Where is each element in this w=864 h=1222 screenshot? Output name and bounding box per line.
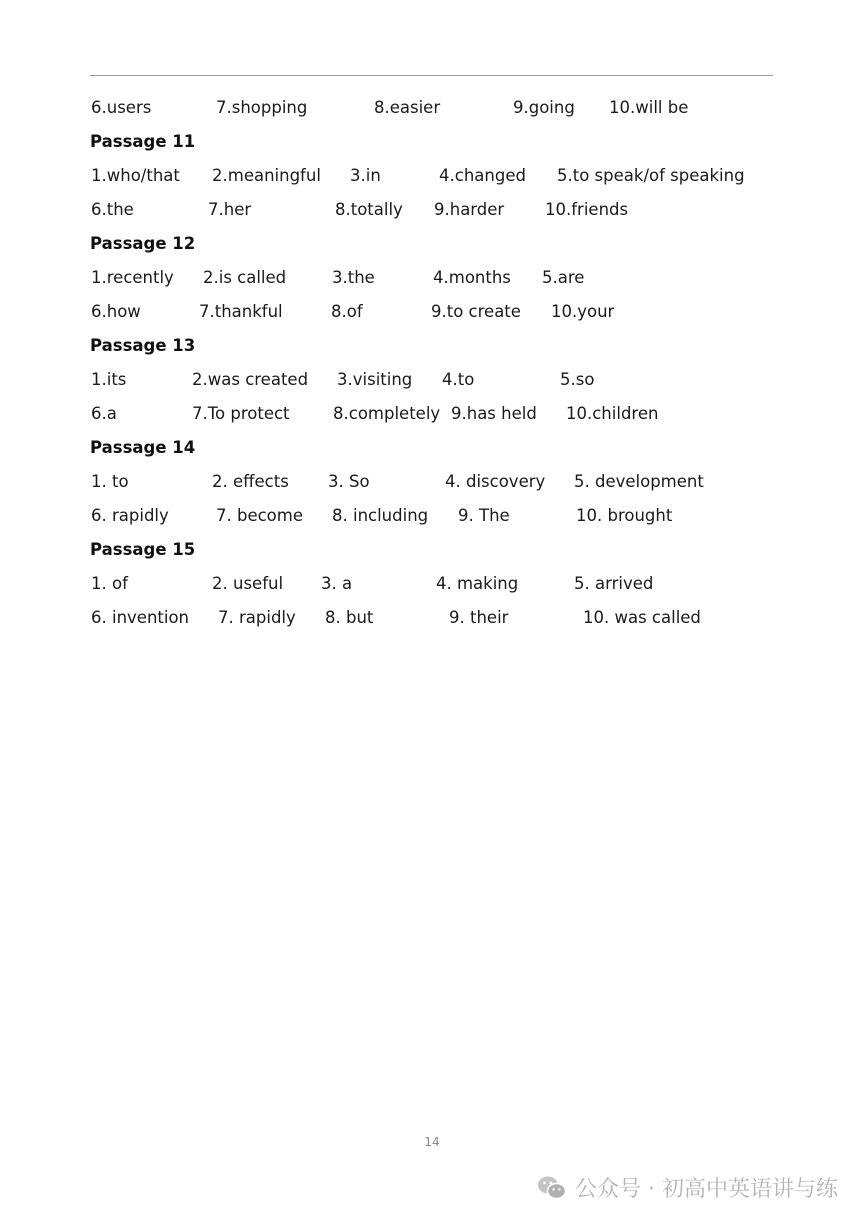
passage-heading: Passage 13 bbox=[90, 336, 196, 355]
answer-item: 1. to bbox=[91, 472, 129, 491]
answer-item: 7.shopping bbox=[216, 98, 308, 117]
answer-item: 4. discovery bbox=[445, 472, 546, 491]
answer-item: 2.meaningful bbox=[212, 166, 321, 185]
page-number: 14 bbox=[424, 1135, 440, 1149]
answer-item: 8.of bbox=[331, 302, 363, 321]
answer-item: 9.going bbox=[513, 98, 575, 117]
answer-row bbox=[0, 606, 864, 630]
answer-item: 3. So bbox=[328, 472, 370, 491]
answer-item: 10.will be bbox=[609, 98, 689, 117]
answer-item: 7.thankful bbox=[199, 302, 283, 321]
top-divider bbox=[90, 75, 773, 76]
answer-item: 1.recently bbox=[91, 268, 174, 287]
answer-item: 9. their bbox=[449, 608, 509, 627]
answer-item: 4.changed bbox=[439, 166, 526, 185]
wechat-watermark bbox=[537, 1172, 838, 1203]
answer-item: 4.months bbox=[433, 268, 511, 287]
passage-heading: Passage 12 bbox=[90, 234, 196, 253]
answer-item: 4.to bbox=[442, 370, 475, 389]
answer-item: 6.the bbox=[91, 200, 134, 219]
answer-item: 6. invention bbox=[91, 608, 190, 627]
answer-item: 5.are bbox=[542, 268, 585, 287]
answer-row bbox=[0, 470, 864, 494]
answer-item: 7.her bbox=[208, 200, 252, 219]
answer-item: 3.the bbox=[332, 268, 375, 287]
answer-item: 10. brought bbox=[576, 506, 673, 525]
answer-item: 10.friends bbox=[545, 200, 629, 219]
answer-row bbox=[0, 198, 864, 222]
answer-row bbox=[0, 572, 864, 596]
answer-item: 7. become bbox=[216, 506, 304, 525]
answer-item: 9. The bbox=[458, 506, 510, 525]
answer-item: 2.is called bbox=[203, 268, 287, 287]
answer-item: 8.totally bbox=[335, 200, 403, 219]
answer-item: 6.users bbox=[91, 98, 152, 117]
answer-item: 8. including bbox=[332, 506, 429, 525]
answer-item: 3.in bbox=[350, 166, 381, 185]
answer-item: 3.visiting bbox=[337, 370, 413, 389]
answer-item: 6.how bbox=[91, 302, 141, 321]
answer-item: 1.who/that bbox=[91, 166, 180, 185]
answer-item: 9.to create bbox=[431, 302, 521, 321]
answer-item: 5.to speak/of speaking bbox=[557, 166, 745, 185]
answer-item: 5. arrived bbox=[574, 574, 654, 593]
answer-item: 10.children bbox=[566, 404, 659, 423]
answer-row bbox=[0, 164, 864, 188]
passage-heading: Passage 14 bbox=[90, 438, 196, 457]
answer-item: 3. a bbox=[321, 574, 353, 593]
answer-item: 6. rapidly bbox=[91, 506, 169, 525]
wechat-icon bbox=[537, 1175, 567, 1201]
answer-item: 8. but bbox=[325, 608, 374, 627]
answer-item: 10. was called bbox=[583, 608, 701, 627]
answer-item: 8.completely bbox=[333, 404, 441, 423]
answer-item: 9.harder bbox=[434, 200, 505, 219]
watermark-text: 公众号 · 初高中英语讲与练 bbox=[575, 1177, 838, 1202]
answer-item: 2. effects bbox=[212, 472, 289, 491]
answer-item: 1. of bbox=[91, 574, 128, 593]
answer-item: 5. development bbox=[574, 472, 704, 491]
answer-row bbox=[0, 504, 864, 528]
answer-row bbox=[0, 402, 864, 426]
answer-item: 4. making bbox=[436, 574, 519, 593]
passage-heading: Passage 15 bbox=[90, 540, 196, 559]
answer-row bbox=[0, 300, 864, 324]
answer-row bbox=[0, 368, 864, 392]
answer-item: 5.so bbox=[560, 370, 595, 389]
passage-heading: Passage 11 bbox=[90, 132, 196, 151]
answer-item: 8.easier bbox=[374, 98, 441, 117]
answer-item: 2.was created bbox=[192, 370, 309, 389]
answer-item: 1.its bbox=[91, 370, 127, 389]
answer-item: 7. rapidly bbox=[218, 608, 296, 627]
answer-item: 10.your bbox=[551, 302, 615, 321]
answer-item: 2. useful bbox=[212, 574, 284, 593]
answer-row bbox=[0, 266, 864, 290]
answer-item: 9.has held bbox=[451, 404, 537, 423]
answer-item: 7.To protect bbox=[192, 404, 290, 423]
answer-row bbox=[0, 96, 864, 120]
answer-item: 6.a bbox=[91, 404, 117, 423]
